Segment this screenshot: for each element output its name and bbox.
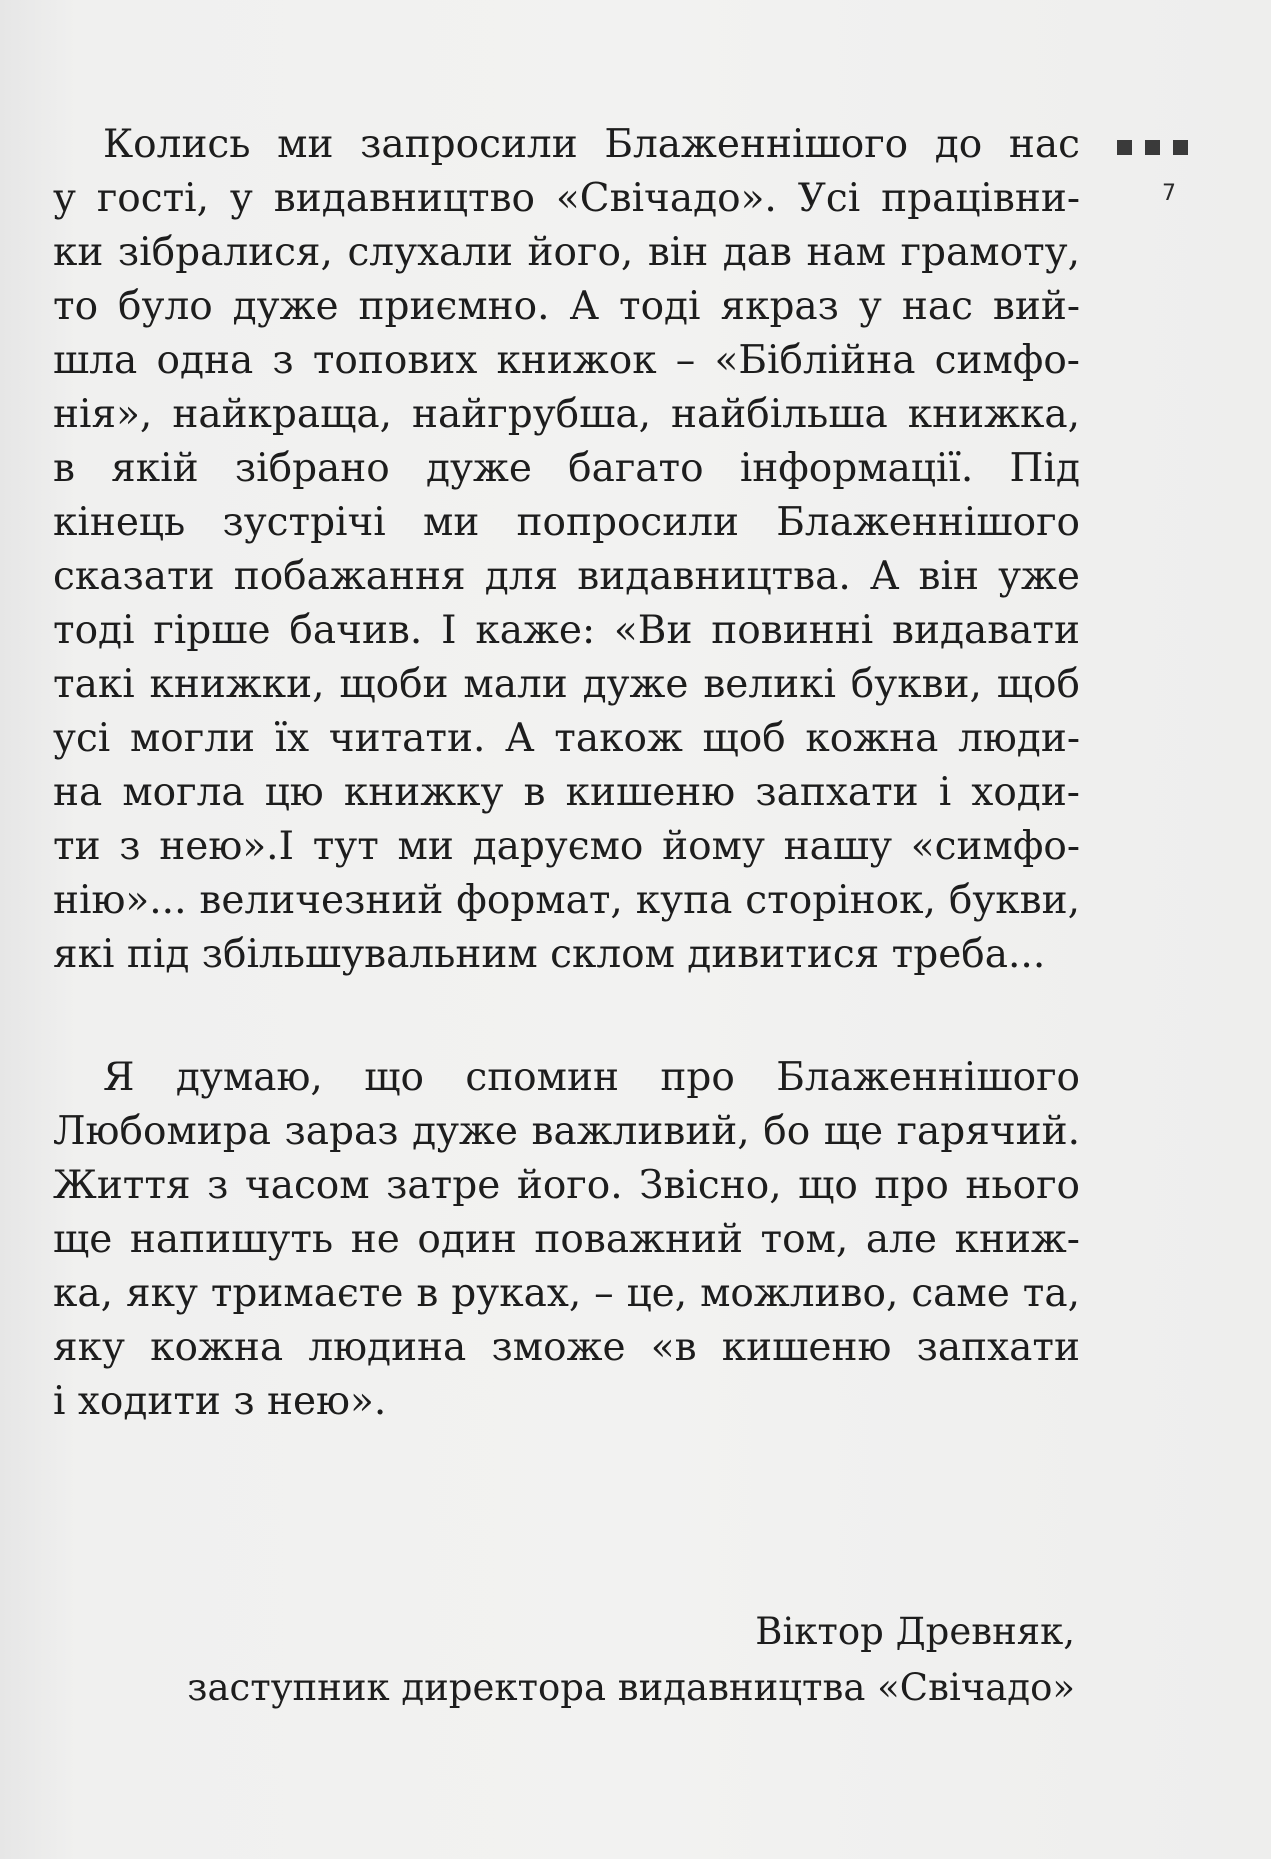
text-line: в якій зібрано дуже багато інформації. Під xyxy=(53,446,1080,491)
text-line: ти з нею».І тут ми даруємо йому нашу «симфо- xyxy=(53,824,1080,869)
text-line: Я думаю, що спомин про Блаженнішого xyxy=(103,1055,1080,1100)
text-line: нію»... величезний формат, купа сторінок, букви, xyxy=(53,878,1080,923)
text-line: Життя з часом затре його. Звісно, що про нього xyxy=(53,1163,1080,1208)
square-icon xyxy=(1145,140,1160,155)
square-icon xyxy=(1173,140,1188,155)
text-line: Колись ми запросили Блаженнішого до нас xyxy=(103,122,1080,167)
text-line: сказати побажання для видавництва. А він уже xyxy=(53,554,1080,599)
paragraph-1 xyxy=(53,118,1080,982)
text-line: ка, яку тримаєте в руках, – це, можливо, саме та, xyxy=(53,1271,1080,1316)
text-line: нія», найкраща, найгрубша, найбільша книжка, xyxy=(53,392,1080,437)
signature-block xyxy=(187,1604,1075,1716)
text-line: і ходити з нею». xyxy=(53,1379,387,1424)
square-icon xyxy=(1117,140,1132,155)
author-title: заступник директора видавництва «Свічадо» xyxy=(187,1666,1075,1709)
text-line: ще напишуть не один поважний том, але книж- xyxy=(53,1217,1080,1262)
text-line: ки зібралися, слухали його, він дав нам грамоту, xyxy=(53,230,1080,275)
text-line: усі могли їх читати. А також щоб кожна люди- xyxy=(53,716,1080,761)
text-line: то було дуже приємно. А тоді якраз у нас вий- xyxy=(53,284,1080,329)
text-line: шла одна з топових книжок – «Біблійна симфо- xyxy=(53,338,1080,383)
paragraph-2 xyxy=(53,1051,1080,1429)
text-line: у гості, у видавництво «Свічадо». Усі працівни- xyxy=(53,176,1080,221)
text-line: кінець зустрічі ми попросили Блаженнішого xyxy=(53,500,1080,545)
text-line: такі книжки, щоби мали дуже великі букви, щоб xyxy=(53,662,1080,707)
page-number: 7 xyxy=(1162,181,1176,206)
author-name: Віктор Древняк, xyxy=(755,1610,1075,1653)
text-line: Любомира зараз дуже важливий, бо ще гарячий. xyxy=(53,1109,1080,1154)
text-line: які під збільшувальним склом дивитися треба... xyxy=(53,932,1046,977)
three-squares-icon xyxy=(1117,140,1188,155)
text-line: тоді гірше бачив. І каже: «Ви повинні видавати xyxy=(53,608,1080,653)
text-line: на могла цю книжку в кишеню запхати і ходи- xyxy=(53,770,1080,815)
text-line: яку кожна людина зможе «в кишеню запхати xyxy=(53,1325,1080,1370)
